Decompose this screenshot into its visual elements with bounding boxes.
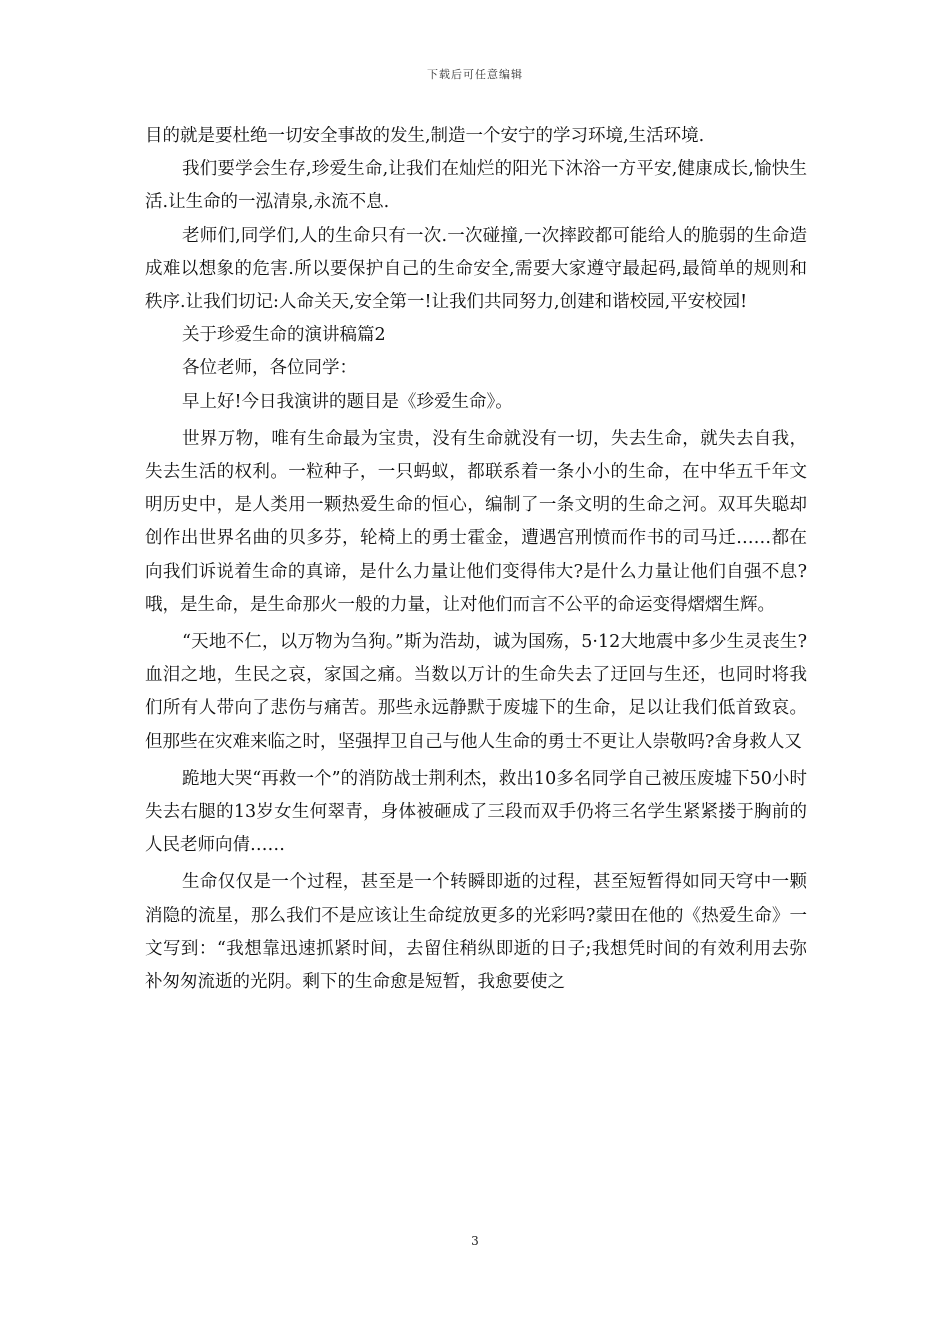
paragraph-2: 我们要学会生存,珍爱生命,让我们在灿烂的阳光下沐浴一方平安,健康成长,愉快生活.让生命的一泓清泉,永流不息. bbox=[145, 159, 807, 213]
page-number: 3 bbox=[471, 1234, 479, 1248]
paragraph-1: 目的就是要杜绝一切安全事故的发生,制造一个安宁的学习环境,生活环境. bbox=[145, 126, 705, 146]
page-header-note: 下载后可任意编辑 bbox=[427, 68, 523, 81]
paragraph-10: 生命仅仅是一个过程，甚至是一个转瞬即逝的过程，甚至短暂得如同天穹中一颗消隐的流星，那么我们不是应该让生命绽放更多的光彩吗?蒙田在他的《热爱生命》一文写到：“我想靠迅速抓紧时间，去留住稍纵即逝的日子;我想凭时间的有效利用去弥补匆匆流逝的光阴。剩下的生命愈是短暂，我愈要使之 bbox=[145, 872, 807, 993]
paragraph-7: 世界万物，唯有生命最为宝贵，没有生命就没有一切，失去生命，就失去自我，失去生活的权利。一粒种子，一只蚂蚁，都联系着一条小小的生命，在中华五千年文明历史中，是人类用一颗热爱生命的恒心，编制了一条文明的生命之河。双耳失聪却创作出世界名曲的贝多芬，轮椅上的勇士霍金，遭遇宫刑愤而作书的司马迁……都在向我们诉说着生命的真谛，是什么力量让他们变得伟大?是什么力量让他们自强不息?哦，是生命，是生命那火一般的力量，让对他们而言不公平的命运变得熠熠生辉。 bbox=[145, 428, 807, 615]
paragraph-8: “天地不仁，以万物为刍狗。”斯为浩劫，诚为国殇，5·12大地震中多少生灵丧生?血泪之地，生民之哀，家国之痛。当数以万计的生命失去了迂回与生还，也同时将我们所有人带向了悲伤与痛苦。那些永远静默于废墟下的生命，足以让我们低首致哀。但那些在灾难来临之时，坚强捍卫自己与他人生命的勇士不更让人崇敬吗?舍身救人又 bbox=[145, 632, 807, 752]
paragraph-3: 老师们,同学们,人的生命只有一次.一次碰撞,一次摔跤都可能给人的脆弱的生命造成难以想象的危害.所以要保护自己的生命安全,需要大家遵守最起码,最简单的规则和秩序.让我们切记:人命关天,安全第一!让我们共同努力,创建和谐校园,平安校园! bbox=[145, 225, 807, 313]
document-body bbox=[145, 120, 807, 999]
greeting: 早上好!今日我演讲的题目是《珍爱生命》。 bbox=[182, 391, 513, 412]
salutation: 各位老师，各位同学： bbox=[182, 358, 357, 379]
section-heading: 关于珍爱生命的演讲稿篇2 bbox=[182, 325, 386, 346]
paragraph-9: 跪地大哭“再救一个”的消防战士荆利杰，救出10多名同学自己被压废墟下50小时失去右腿的13岁女生何翠青，身体被砸成了三段而双手仍将三名学生紧紧搂于胸前的人民老师向倩…… bbox=[145, 768, 807, 856]
